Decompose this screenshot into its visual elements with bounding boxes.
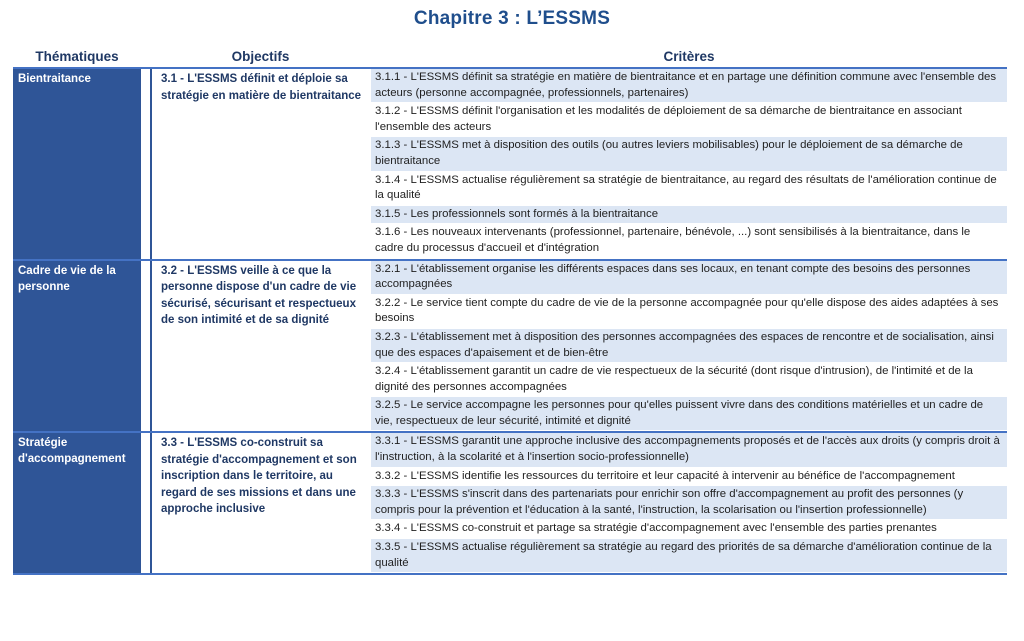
theme-cell: Stratégie d'accompagnement	[13, 433, 141, 573]
criteria-list	[371, 261, 1007, 432]
criterion-row: 3.2.3 - L'établissement met à disposition des personnes accompagnées des espaces de rencontre et de socialisation, ainsi que des espaces d'apaisement et de bien-être	[371, 329, 1007, 363]
column-header-objectifs: Objectifs	[231, 49, 290, 64]
page-title: Chapitre 3 : L’ESSMS	[413, 8, 611, 29]
criterion-row: 3.2.2 - Le service tient compte du cadre de vie de la personne accompagnée pour qu'elle dispose des aides adaptées à ses besoins	[371, 295, 1007, 329]
criterion-row: 3.1.6 - Les nouveaux intervenants (professionnel, partenaire, bénévole, ...) sont sensibilisés à la bientraitance, dans le cadre du processus d'accueil et d'intégration	[371, 224, 1007, 258]
criterion-row: 3.3.3 - L'ESSMS s'inscrit dans des partenariats pour enrichir son offre d'accompagnement au profit des personnes (y compris pour la prévention et l'éducation à la santé, l'instruction, la scolarisation ou l'insertion professionnelle)	[371, 486, 1007, 520]
objective-cell: 3.2 - L'ESSMS veille à ce que la personne dispose d'un cadre de vie sécurisé, sécurisant et respectueux de son intimité et de sa dignité	[150, 261, 371, 432]
criterion-row: 3.3.5 - L'ESSMS actualise régulièrement sa stratégie au regard des priorités de sa démarche d'amélioration continue de la qualité	[371, 539, 1007, 573]
table-section	[13, 261, 1007, 434]
criterion-row: 3.3.1 - L'ESSMS garantit une approche inclusive des accompagnements proposés et de l'accès aux droits (y compris droit à l'instruction, à la scolarité et à l'insertion socio-professionnelle)	[371, 433, 1007, 467]
column-header-thematiques: Thématiques	[35, 49, 119, 64]
criterion-row: 3.1.2 - L'ESSMS définit l'organisation et les modalités de déploiement de sa démarche de bientraitance en associant l'ensemble des acteurs	[371, 103, 1007, 137]
column-header-criteres: Critères	[663, 49, 715, 64]
criteria-list	[371, 433, 1007, 573]
objective-cell: 3.3 - L'ESSMS co-construit sa stratégie d'accompagnement et son inscription dans le territoire, au regard de ses missions et dans une approche inclusive	[150, 433, 371, 573]
criterion-row: 3.3.2 - L'ESSMS identifie les ressources du territoire et leur capacité à intervenir au bénéfice de l'accompagnement	[371, 468, 1007, 487]
criterion-row: 3.1.5 - Les professionnels sont formés à la bientraitance	[371, 206, 1007, 225]
criterion-row: 3.3.4 - L'ESSMS co-construit et partage sa stratégie d'accompagnement avec l'ensemble des parties prenantes	[371, 520, 1007, 539]
theme-cell: Cadre de vie de la personne	[13, 261, 141, 432]
criterion-row: 3.1.1 - L'ESSMS définit sa stratégie en matière de bientraitance et en partage une définition commune avec l'ensemble des acteurs (personne accompagnée, professionnels, partenaires)	[371, 69, 1007, 103]
table-section	[13, 433, 1007, 575]
criterion-row: 3.2.1 - L'établissement organise les différents espaces dans ses locaux, en tenant compte des besoins des personnes accompagnées	[371, 261, 1007, 295]
table-header	[13, 49, 1007, 67]
objective-cell: 3.1 - L'ESSMS définit et déploie sa stratégie en matière de bientraitance	[150, 69, 371, 259]
criteria-table	[13, 69, 1007, 575]
criterion-row: 3.2.5 - Le service accompagne les personnes pour qu'elles puissent vivre dans des conditions matérielles et un cadre de vie, respectueux de leur sécurité, intimité et dignité	[371, 397, 1007, 431]
theme-cell: Bientraitance	[13, 69, 141, 259]
criteria-list	[371, 69, 1007, 259]
criterion-row: 3.1.4 - L'ESSMS actualise régulièrement sa stratégie de bientraitance, au regard des résultats de l'amélioration continue de la qualité	[371, 172, 1007, 206]
criterion-row: 3.2.4 - L'établissement garantit un cadre de vie respectueux de la sécurité (dont risque d'intrusion), de l'intimité et de la dignité des personnes accompagnées	[371, 363, 1007, 397]
table-section	[13, 69, 1007, 261]
criterion-row: 3.1.3 - L'ESSMS met à disposition des outils (ou autres leviers mobilisables) pour le déploiement de sa démarche de bientraitance	[371, 137, 1007, 171]
